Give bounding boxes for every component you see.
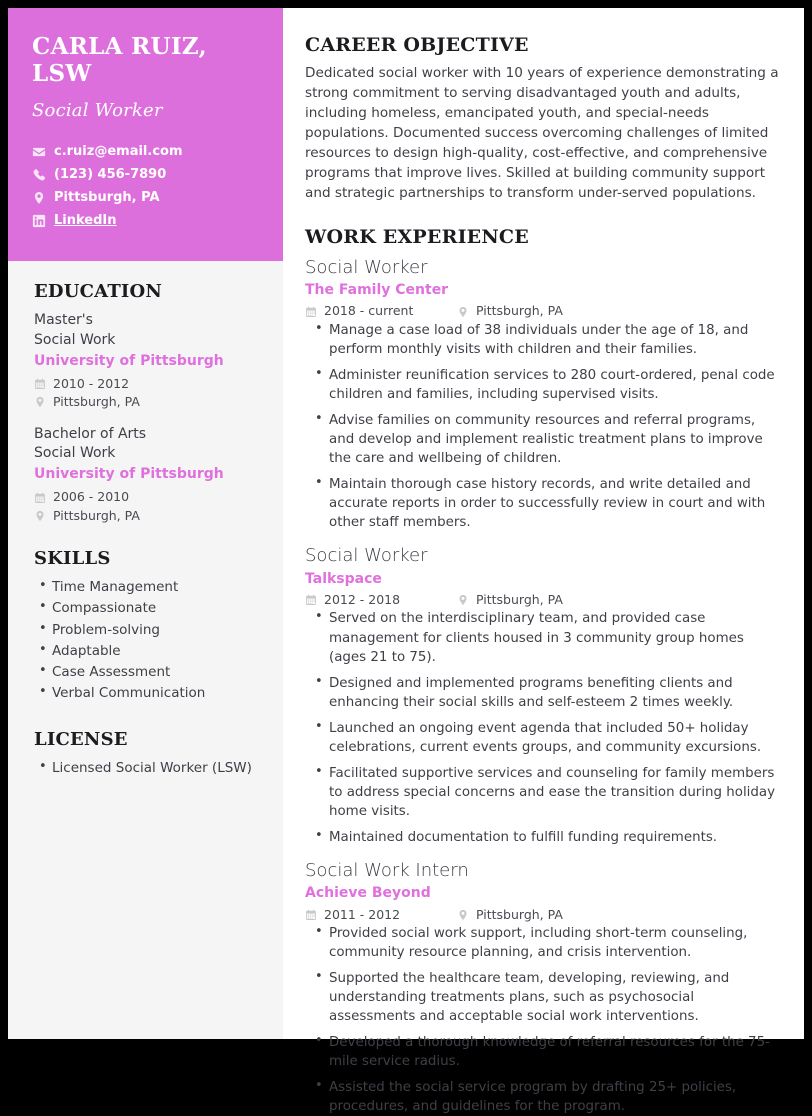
education-field: Social Work — [34, 331, 116, 348]
education-location: Pittsburgh, PA — [53, 394, 140, 410]
job-dates-row — [305, 305, 457, 318]
education-location-row — [34, 396, 259, 409]
contact-item-phone[interactable] — [32, 168, 259, 182]
location-pin-icon — [457, 909, 469, 921]
job-bullets — [305, 609, 780, 846]
list-item: • Served on the interdisciplinary team, and provided case management for clients housed in 3 community group homes (ages 21 to 75). — [305, 609, 780, 666]
job-company: The Family Center — [305, 282, 449, 299]
candidate-name: CARLA RUIZ, LSW — [32, 33, 207, 87]
list-item: • Facilitated supportive services and counseling for family members to address special concerns and ease the transition during holiday home visits. — [305, 764, 780, 821]
education-field: Social Work — [34, 445, 116, 462]
envelope-icon — [32, 145, 46, 159]
skills-list — [34, 578, 259, 703]
job-dates: 2012 - 2018 — [324, 591, 401, 607]
work-experience-heading: WORK EXPERIENCE — [305, 225, 529, 248]
contact-linkedin-text[interactable]: LinkedIn — [54, 213, 117, 229]
list-item: • Administer reunification services to 280 court-ordered, penal code children and families, including supervised visits. — [305, 366, 780, 404]
calendar-icon — [34, 492, 46, 504]
job-bullets — [305, 924, 780, 1116]
main-column — [283, 8, 804, 1115]
job-dates: 2018 - current — [324, 303, 414, 319]
career-objective-text: Dedicated social worker with 10 years of experience demonstrating a strong commitment to serving disadvantaged youth and adults, including homeless, emancipated youth, and special-needs populations. Documented success overcoming challenges of limited resources to design high-quality, cost-effective, and comprehensive programs that improve lives. Skilled at building community support and strategic partnerships to transform under-served populations. — [305, 65, 779, 201]
list-item: • Designed and implemented programs benefiting clients and enhancing their social skills and self-esteem 2 times weekly. — [305, 674, 780, 712]
list-item: • Developed a thorough knowledge of referral resources for the 75-mile service radius. — [305, 1033, 780, 1071]
job-location-row — [457, 305, 563, 318]
skills-heading: SKILLS — [34, 548, 111, 570]
list-item: • Assisted the social service program by drafting 25+ policies, procedures, and guidelines for the program. — [305, 1078, 780, 1116]
calendar-icon — [305, 594, 317, 606]
contact-item-email[interactable] — [32, 145, 259, 159]
job-dates-row — [305, 591, 457, 607]
calendar-icon — [305, 306, 317, 318]
sidebar-body — [8, 261, 283, 1039]
job-meta — [305, 305, 780, 318]
job-location: Pittsburgh, PA — [476, 303, 563, 319]
location-pin-icon — [34, 510, 46, 522]
list-item: • Adaptable — [34, 642, 259, 661]
list-item: • Provided social work support, including short-term counseling, community resource planning, and crisis intervention. — [305, 924, 780, 962]
sidebar-header — [8, 8, 283, 261]
contact-location-text: Pittsburgh, PA — [54, 190, 160, 206]
contact-item-linkedin[interactable] — [32, 214, 259, 228]
license-list — [34, 759, 259, 778]
contact-phone-text: (123) 456-7890 — [54, 167, 167, 183]
calendar-icon — [34, 378, 46, 390]
list-item: • Verbal Communication — [34, 684, 259, 703]
list-item: • Case Assessment — [34, 663, 259, 682]
location-pin-icon — [32, 191, 46, 205]
job-meta — [305, 591, 780, 607]
calendar-icon — [305, 909, 317, 921]
education-school: University of Pittsburgh — [34, 466, 224, 483]
job-title: Social Worker — [305, 256, 428, 278]
job-location-row — [457, 591, 563, 607]
license-heading: LICENSE — [34, 729, 128, 751]
job-title: Social Work Intern — [305, 859, 469, 881]
contact-item-location — [32, 191, 259, 205]
list-item: • Problem-solving — [34, 621, 259, 640]
list-item: • Launched an ongoing event agenda that included 50+ holiday celebrations, current events groups, and community excursions. — [305, 719, 780, 757]
location-pin-icon — [457, 306, 469, 318]
education-entry — [34, 311, 259, 409]
job-title: Social Worker — [305, 545, 428, 567]
contact-email-text: c.ruiz@email.com — [54, 144, 183, 160]
list-item: • Licensed Social Worker (LSW) — [34, 759, 259, 778]
education-dates: 2006 - 2010 — [53, 489, 130, 505]
list-item: • Manage a case load of 38 individuals under the age of 18, and perform monthly visits with children and their families. — [305, 321, 780, 359]
linkedin-icon — [32, 214, 46, 228]
education-dates-row — [34, 375, 259, 391]
location-pin-icon — [34, 396, 46, 408]
candidate-role: Social Worker — [32, 99, 163, 121]
work-entry — [305, 859, 780, 1116]
education-entry — [34, 425, 259, 523]
job-company: Achieve Beyond — [305, 885, 431, 902]
job-meta — [305, 906, 780, 922]
contact-list — [32, 145, 259, 228]
education-dates: 2010 - 2012 — [53, 375, 130, 391]
career-objective-heading: CAREER OBJECTIVE — [305, 34, 529, 56]
phone-icon — [32, 168, 46, 182]
sidebar — [8, 8, 283, 1039]
location-pin-icon — [457, 594, 469, 606]
job-bullets — [305, 321, 780, 532]
job-dates-row — [305, 906, 457, 922]
list-item: • Maintained documentation to fulfill funding requirements. — [305, 828, 780, 847]
list-item: • Time Management — [34, 578, 259, 597]
education-heading: EDUCATION — [34, 280, 163, 302]
education-location-row — [34, 507, 259, 523]
education-school: University of Pittsburgh — [34, 352, 224, 369]
job-location: Pittsburgh, PA — [476, 906, 563, 922]
list-item: • Compassionate — [34, 599, 259, 618]
education-degree: Master's — [34, 311, 93, 328]
list-item: • Maintain thorough case history records, and write detailed and accurate reports in order to successfully review in court and with other staff members. — [305, 475, 780, 532]
education-dates-row — [34, 491, 259, 504]
work-entry — [305, 256, 780, 533]
list-item: • Advise families on community resources and referral programs, and develop and implement realistic treatment plans to improve the care and wellbeing of children. — [305, 411, 780, 468]
job-dates: 2011 - 2012 — [324, 906, 401, 922]
education-degree: Bachelor of Arts — [34, 425, 147, 442]
list-item: • Supported the healthcare team, developing, reviewing, and understanding treatments plans, such as psychosocial assessments and acceptable social work interventions. — [305, 969, 780, 1026]
work-entry — [305, 544, 780, 847]
job-company: Talkspace — [305, 570, 382, 587]
job-location: Pittsburgh, PA — [476, 591, 563, 607]
job-location-row — [457, 906, 563, 922]
education-location: Pittsburgh, PA — [53, 507, 140, 523]
resume-page — [8, 8, 804, 1115]
